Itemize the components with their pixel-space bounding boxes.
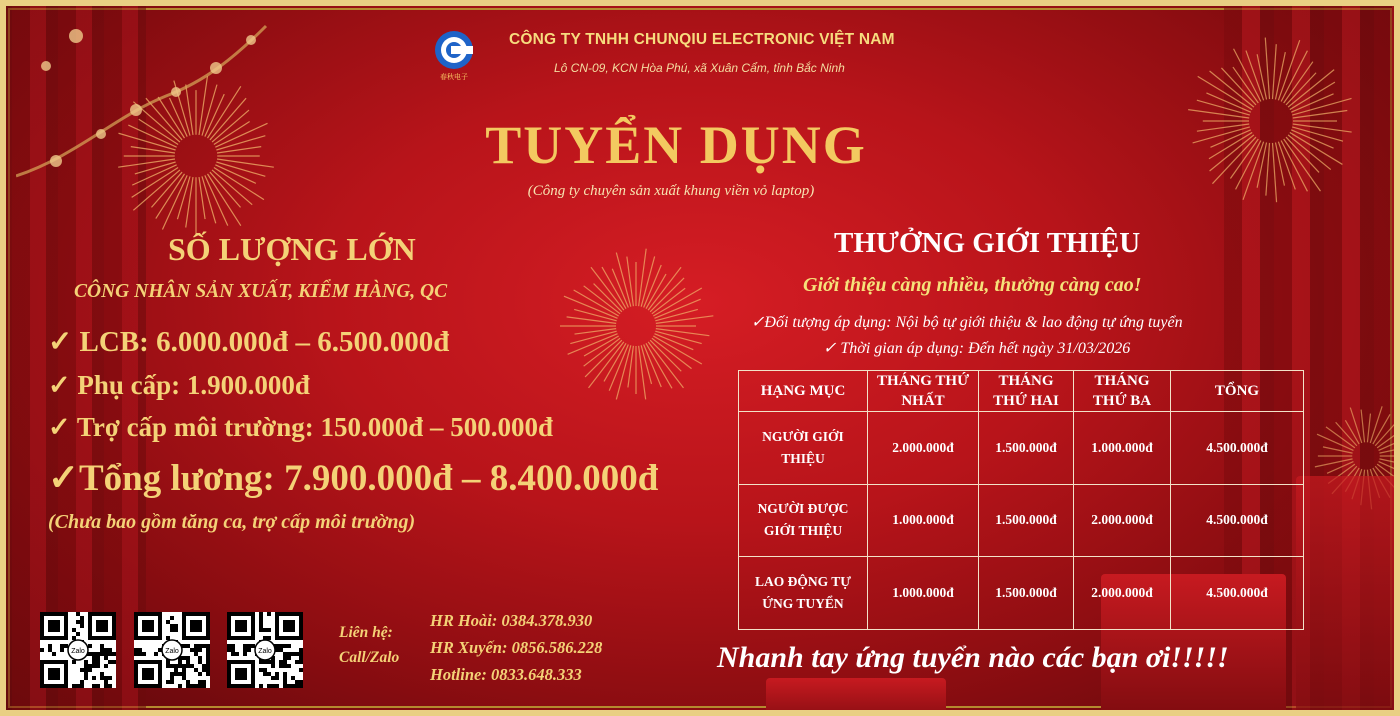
table-cell: 4.500.000đ [1171, 484, 1304, 557]
table-cell: 1.000.000đ [868, 484, 979, 557]
zalo-icon: Zalo [165, 648, 179, 655]
table-cell: 1.500.000đ [979, 412, 1074, 485]
salary-base-line: ✓ LCB: 6.000.000đ – 6.500.000đ [48, 326, 450, 358]
contact-method-label: Call/Zalo [339, 649, 400, 666]
total-salary-line: ✓Tổng lương: 7.900.000đ – 8.400.000đ [48, 458, 659, 499]
contact-hotline[interactable]: Hotline: 0833.648.333 [430, 665, 582, 684]
table-cell: 2.000.000đ [1074, 557, 1171, 630]
firework-icon [546, 236, 726, 416]
table-cell: 1.000.000đ [868, 557, 979, 630]
page-subtitle: (Công ty chuyên sản xuất khung viền vỏ laptop) [527, 183, 815, 199]
positions-text: CÔNG NHÂN SẢN XUẤT, KIỂM HÀNG, QC [74, 281, 448, 302]
quantity-heading: SỐ LƯỢNG LỚN [168, 231, 416, 267]
contact-hr-hoai[interactable]: HR Hoài: 0384.378.930 [430, 611, 593, 630]
blossom-branch-icon [16, 6, 276, 206]
table-header: THÁNG THỨ HAI [979, 371, 1074, 412]
table-header: THÁNG THỨ BA [1074, 371, 1171, 412]
zalo-icon: Zalo [258, 648, 272, 655]
gift-box-icon [766, 678, 946, 716]
company-name: CÔNG TY TNHH CHUNQIU ELECTRONIC VIỆT NAM [509, 31, 895, 48]
closing-message: Nhanh tay ứng tuyển nào các bạn ơi!!!!! [717, 641, 1229, 674]
bonus-apply-time: ✓ Thời gian áp dụng: Đến hết ngày 31/03/2026 [823, 340, 1131, 357]
table-cell: NGƯỜI ĐƯỢC GIỚI THIỆU [739, 484, 868, 557]
table-cell: NGƯỜI GIỚI THIỆU [739, 412, 868, 485]
table-cell: 1.500.000đ [979, 484, 1074, 557]
table-row [739, 412, 1304, 485]
gift-box-icon [1296, 476, 1400, 716]
zalo-icon: Zalo [71, 648, 85, 655]
environment-allowance-line: ✓ Trợ cấp môi trường: 150.000đ – 500.000đ [48, 412, 553, 442]
bonus-title: THƯỞNG GIỚI THIỆU [834, 227, 1141, 259]
bonus-apply-to: ✓Đối tượng áp dụng: Nội bộ tự giới thiệu & lao động tự ứng tuyển [751, 314, 1183, 331]
table-cell: 2.000.000đ [868, 412, 979, 485]
table-cell: 4.500.000đ [1171, 557, 1304, 630]
bonus-slogan: Giới thiệu càng nhiều, thưởng càng cao! [803, 274, 1142, 296]
qr-code-1[interactable] [40, 612, 116, 688]
table-header: TỔNG [1171, 371, 1304, 412]
company-logo [427, 28, 481, 82]
salary-note: (Chưa bao gồm tăng ca, trợ cấp môi trường) [48, 511, 416, 533]
table-row [739, 557, 1304, 630]
qr-code-3[interactable] [227, 612, 303, 688]
logo-text: 春秋电子 [440, 73, 468, 81]
page-title: TUYỂN DỤNG [485, 115, 867, 175]
contact-hr-xuyen[interactable]: HR Xuyến: 0856.586.228 [430, 638, 603, 657]
table-row [739, 484, 1304, 557]
table-cell: 4.500.000đ [1171, 412, 1304, 485]
contact-label: Liên hệ: [339, 624, 393, 641]
table-header-row [739, 371, 1304, 412]
table-cell: LAO ĐỘNG TỰ ỨNG TUYỂN [739, 557, 868, 630]
bonus-table [738, 370, 1304, 630]
company-address: Lô CN-09, KCN Hòa Phú, xã Xuân Cẩm, tỉnh Bắc Ninh [554, 61, 845, 75]
table-cell: 1.500.000đ [979, 557, 1074, 630]
allowance-line: ✓ Phụ cấp: 1.900.000đ [48, 370, 310, 400]
table-header: HẠNG MỤC [739, 371, 868, 412]
qr-code-2[interactable] [134, 612, 210, 688]
table-cell: 2.000.000đ [1074, 484, 1171, 557]
table-header: THÁNG THỨ NHẤT [868, 371, 979, 412]
table-cell: 1.000.000đ [1074, 412, 1171, 485]
